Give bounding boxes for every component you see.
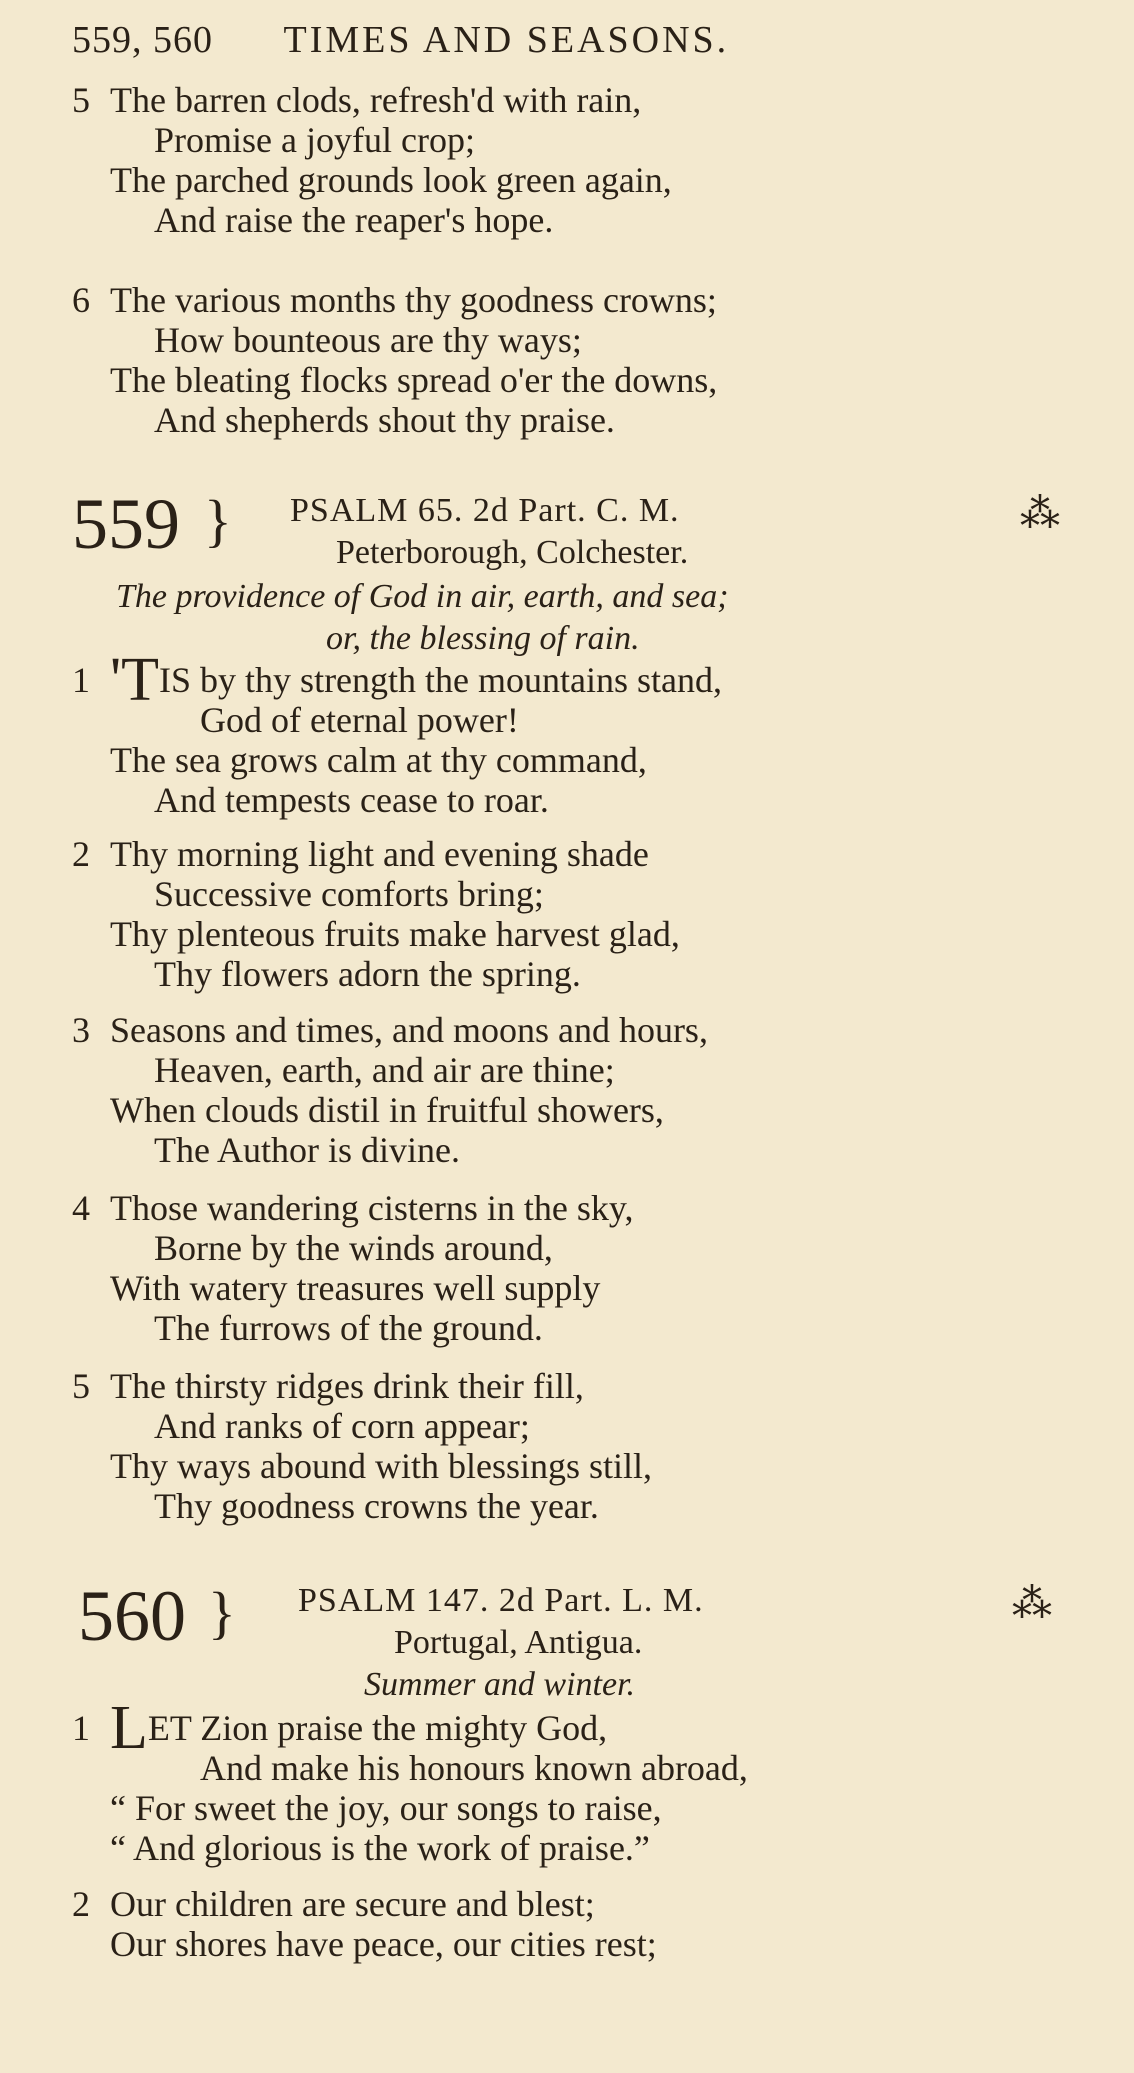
verse-559-5: [72, 1366, 652, 1526]
verse-line: Our children are secure and blest;: [110, 1884, 595, 1924]
verse-number: 5: [72, 80, 90, 120]
verse-line: With watery treasures well supply: [110, 1268, 601, 1308]
verse-line: The various months thy goodness crowns;: [110, 280, 717, 320]
verse-line: Promise a joyful crop;: [154, 120, 475, 160]
verse-line: Seasons and times, and moons and hours,: [110, 1010, 708, 1050]
hymn-topic: Summer and winter.: [364, 1666, 636, 1703]
verse-line: Successive comforts bring;: [154, 874, 544, 914]
verse-continued-5: [72, 80, 672, 240]
verse-line: How bounteous are thy ways;: [154, 320, 582, 360]
verse-line: And ranks of corn appear;: [154, 1406, 530, 1446]
hymn-topic-continued: or, the blessing of rain.: [326, 620, 640, 657]
asterism-icon: ⁂: [1012, 1581, 1052, 1626]
verse-number: 6: [72, 280, 90, 320]
verse-line: “ And glorious is the work of praise.”: [110, 1828, 650, 1868]
verse-line: Thy flowers adorn the spring.: [154, 954, 581, 994]
verse-line: The sea grows calm at thy command,: [110, 740, 647, 780]
verse-line: The furrows of the ground.: [154, 1308, 543, 1348]
verse-number: 3: [72, 1010, 90, 1050]
verse-559-3: [72, 1010, 708, 1170]
verse-560-2: [72, 1884, 657, 1964]
verse-line: The barren clods, refresh'd with rain,: [110, 80, 642, 120]
brace-icon: }: [204, 488, 232, 553]
verse-line: Our shores have peace, our cities rest;: [110, 1924, 657, 1964]
verse-line: Thy goodness crowns the year.: [154, 1486, 599, 1526]
asterism-icon: ⁂: [1020, 491, 1060, 536]
verse-number: 2: [72, 834, 90, 874]
verse-number: 4: [72, 1188, 90, 1228]
verse-560-1: [72, 1694, 748, 1868]
brace-icon: }: [208, 1580, 236, 1645]
verse-line: ET Zion praise the mighty God,: [147, 1708, 608, 1748]
verse-line: Those wandering cisterns in the sky,: [110, 1188, 634, 1228]
verse-line: Borne by the winds around,: [154, 1228, 553, 1268]
hymn-number-560: 560: [78, 1576, 186, 1656]
verse-line: The bleating flocks spread o'er the downs,: [110, 360, 718, 400]
hymn-number-559: 559: [72, 484, 180, 564]
verse-line: And shepherds shout thy praise.: [154, 400, 615, 440]
tune-names: Portugal, Antigua.: [394, 1624, 643, 1661]
verse-line: And make his honours known abroad,: [200, 1748, 748, 1788]
verse-line: IS by thy strength the mountains stand,: [159, 660, 723, 700]
verse-559-4: [72, 1188, 634, 1348]
verse-line: The thirsty ridges drink their fill,: [110, 1366, 584, 1406]
verse-line: Thy morning light and evening shade: [110, 834, 649, 874]
verse-number: 2: [72, 1884, 90, 1924]
verse-line: The Author is divine.: [154, 1130, 460, 1170]
verse-line: Heaven, earth, and air are thine;: [154, 1050, 615, 1090]
psalm-heading: PSALM 147. 2d Part. L. M.: [298, 1582, 704, 1619]
drop-cap: L: [110, 1694, 148, 1762]
page-numbers: 559, 560: [72, 19, 213, 61]
verse-number: 1: [72, 660, 90, 700]
verse-559-1: [72, 646, 723, 820]
psalm-heading: PSALM 65. 2d Part. C. M.: [290, 492, 680, 529]
verse-line: The parched grounds look green again,: [110, 160, 672, 200]
verse-559-2: [72, 834, 680, 994]
verse-line: When clouds distil in fruitful showers,: [110, 1090, 664, 1130]
verse-line: And raise the reaper's hope.: [154, 200, 554, 240]
hymn-topic: The providence of God in air, earth, and sea;: [116, 578, 729, 615]
tune-names: Peterborough, Colchester.: [336, 534, 689, 571]
verse-number: 5: [72, 1366, 90, 1406]
verse-line: And tempests cease to roar.: [154, 780, 549, 820]
verse-line: Thy ways abound with blessings still,: [110, 1446, 652, 1486]
verse-line: God of eternal power!: [200, 700, 519, 740]
verse-continued-6: [72, 280, 717, 440]
verse-number: 1: [72, 1708, 90, 1748]
running-title: TIMES AND SEASONS.: [283, 19, 730, 61]
drop-cap: 'T: [110, 646, 160, 714]
page-header: [72, 18, 729, 62]
verse-line: Thy plenteous fruits make harvest glad,: [110, 914, 680, 954]
verse-line: “ For sweet the joy, our songs to raise,: [110, 1788, 662, 1828]
